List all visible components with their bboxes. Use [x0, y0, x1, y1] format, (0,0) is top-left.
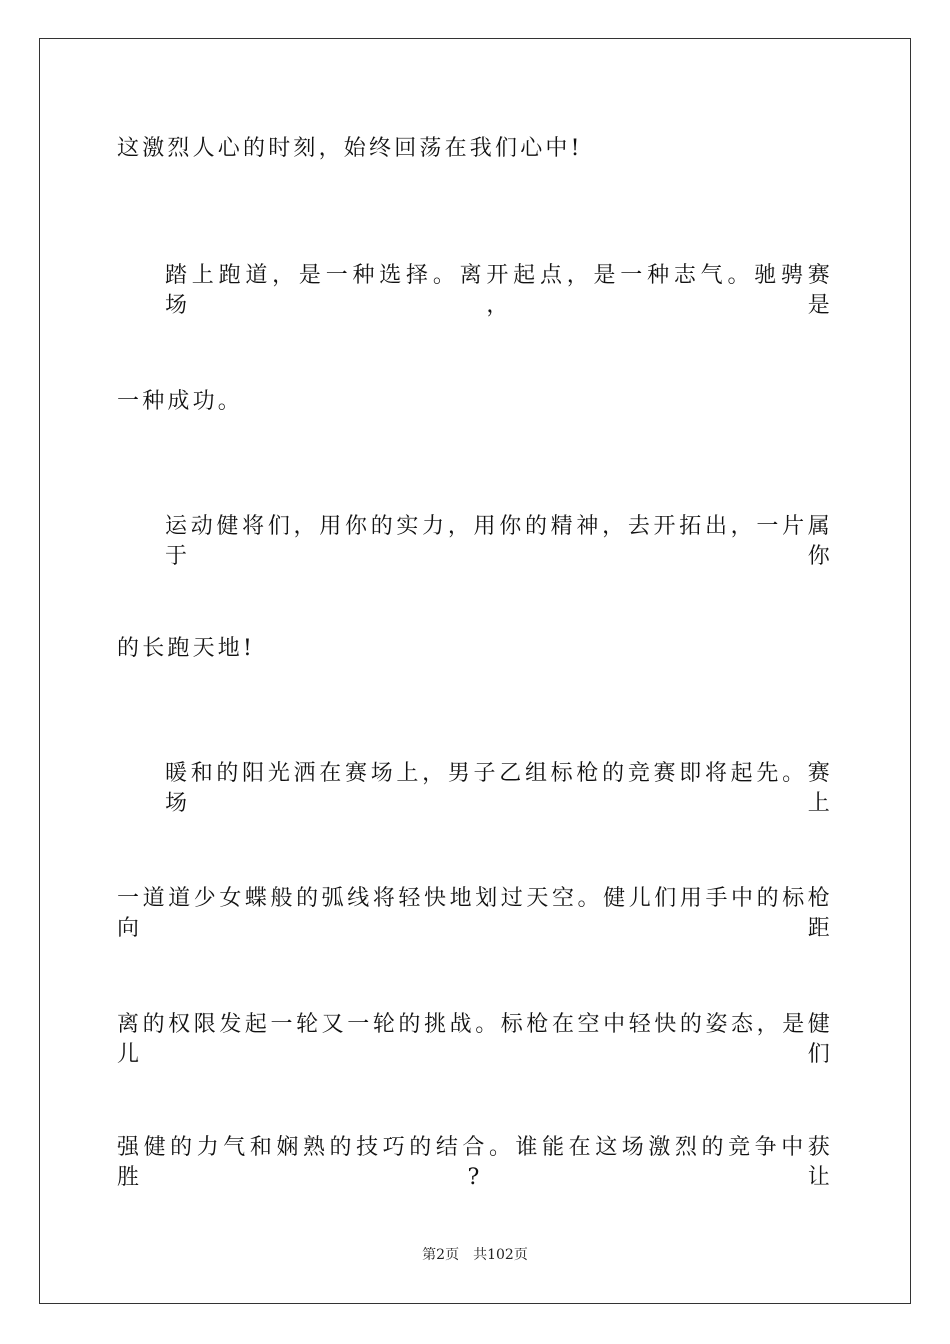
paragraph-line: 运动健将们，用你的实力，用你的精神，去开拓出，一片属于你: [165, 514, 833, 569]
page-number: 第2页: [422, 1247, 460, 1263]
paragraph-line: 这激烈人心的时刻，始终回荡在我们心中!: [117, 136, 583, 161]
paragraph-line: 暖和的阳光洒在赛场上，男子乙组标枪的竞赛即将起先。赛场上: [165, 761, 833, 816]
paragraph-line: 一道道少女蝶般的弧线将轻快地划过天空。健儿们用手中的标枪向距: [117, 886, 833, 941]
page-footer: [0, 1246, 950, 1264]
page-border: [39, 38, 911, 1304]
page-total: 共102页: [473, 1247, 528, 1263]
paragraph-line: 的长跑天地!: [117, 636, 256, 661]
paragraph-line: 强健的力气和娴熟的技巧的结合。谁能在这场激烈的竞争中获胜?让: [117, 1135, 833, 1190]
paragraph-line: 一种成功。: [117, 389, 244, 414]
paragraph-line: 离的权限发起一轮又一轮的挑战。标枪在空中轻快的姿态，是健儿们: [117, 1012, 833, 1067]
paragraph-line: 踏上跑道，是一种选择。离开起点，是一种志气。驰骋赛场，是: [165, 263, 833, 318]
